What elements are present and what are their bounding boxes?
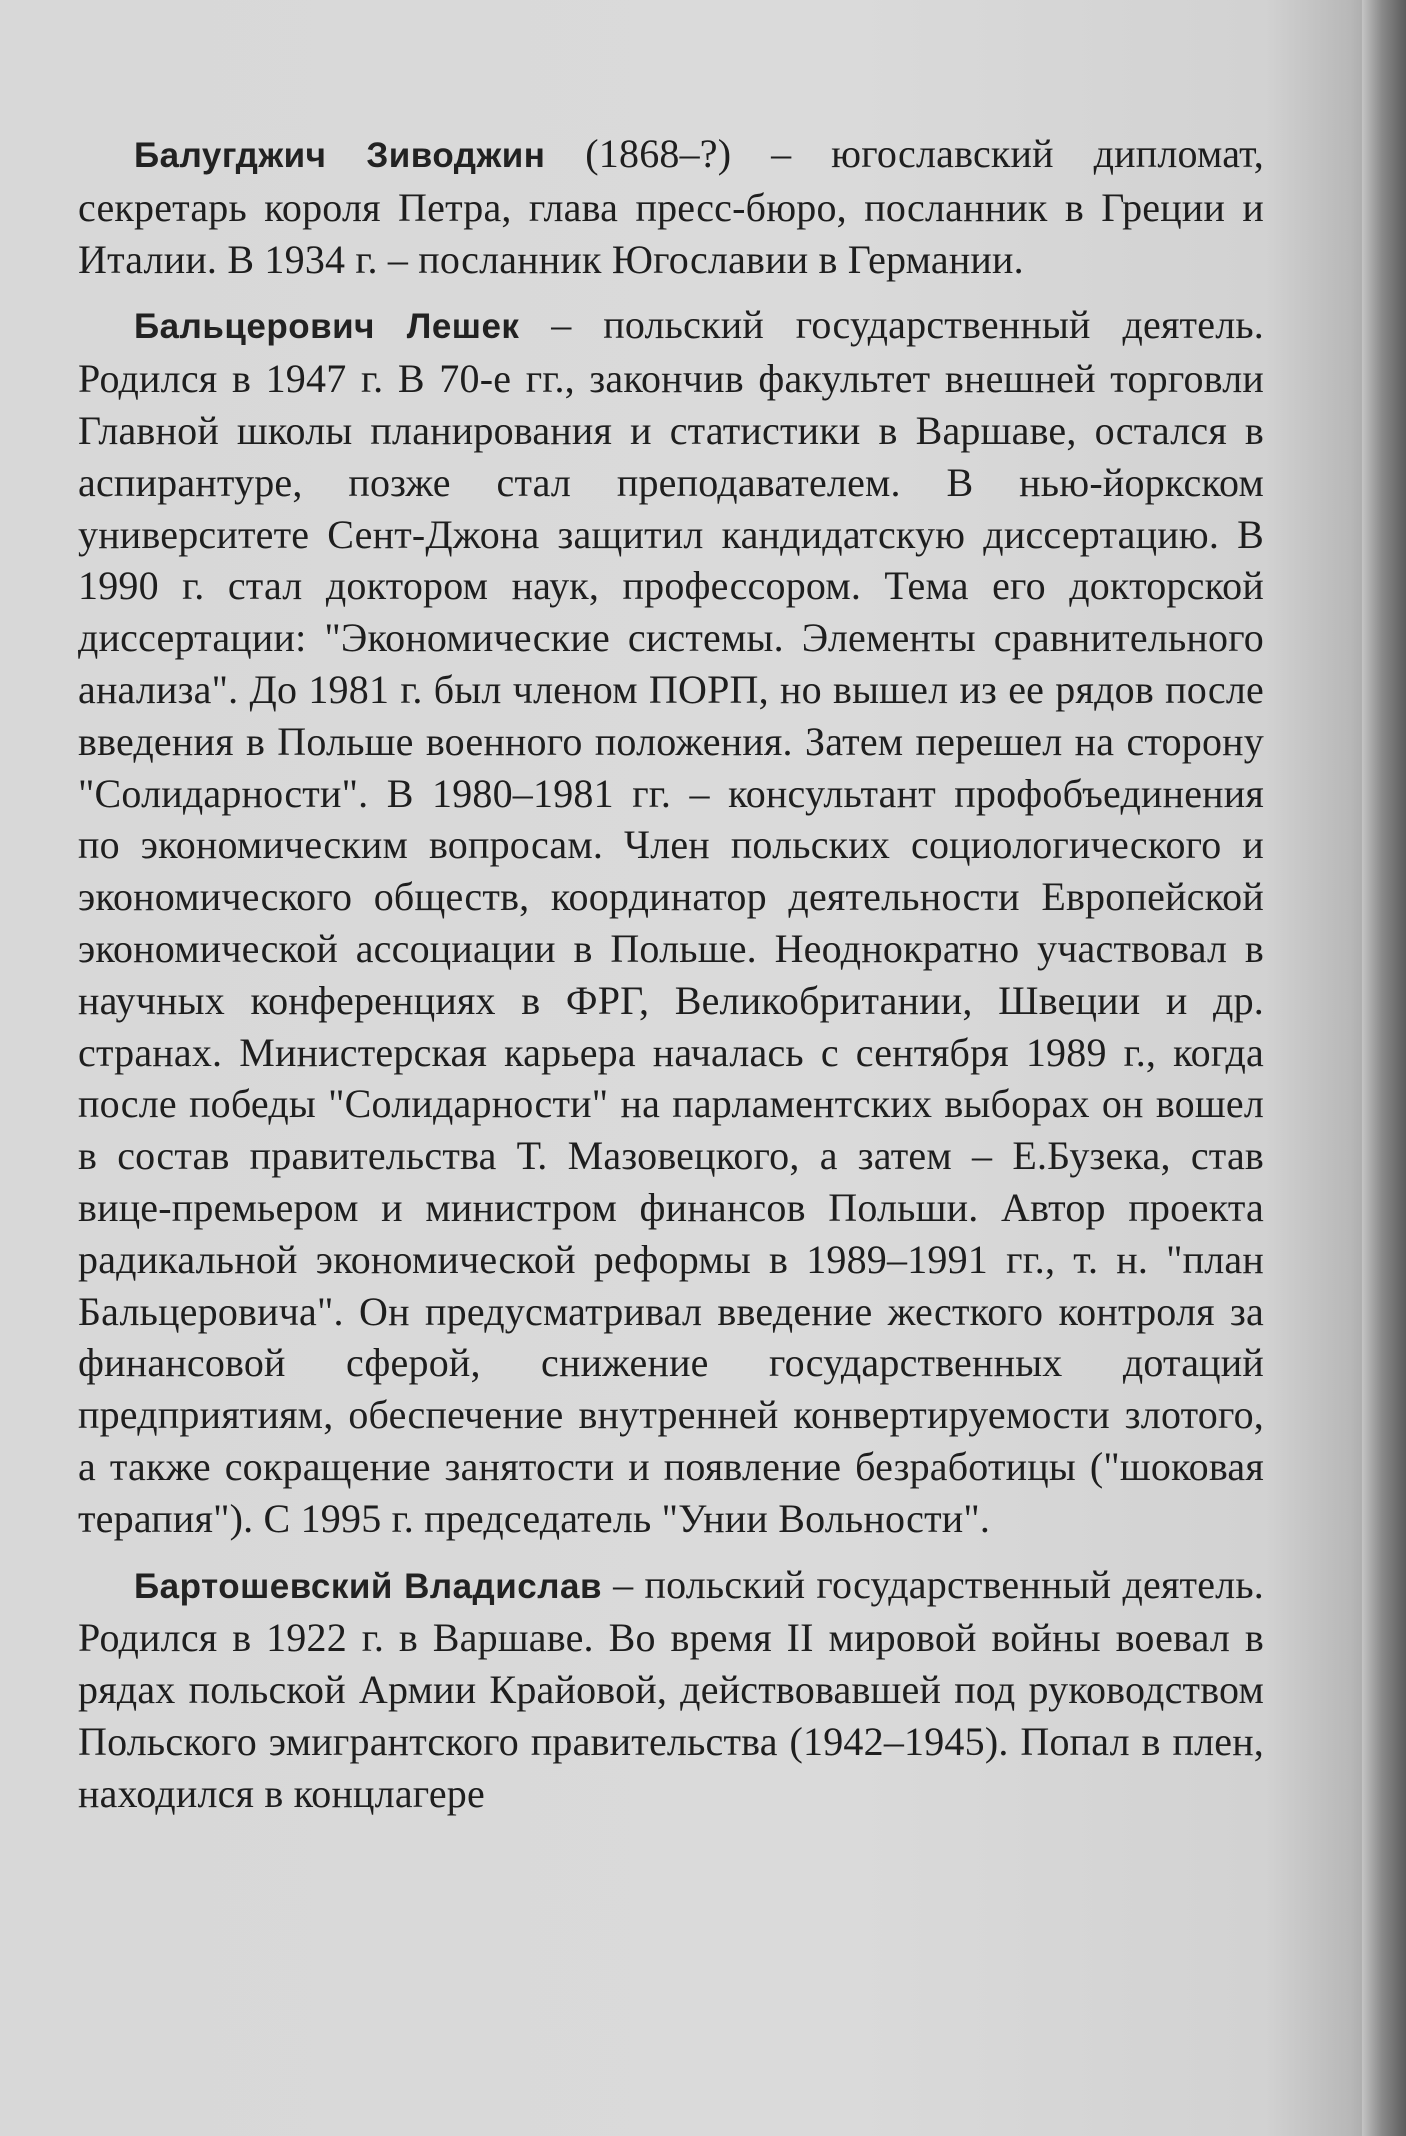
entry-name: Бальцерович Лешек [134, 307, 520, 347]
entry-name: Бартошевский Владислав [134, 1566, 602, 1606]
entry-baltserovich [78, 299, 1264, 1544]
entry-bartoshevsky [78, 1559, 1264, 1820]
entry-name: Балугджич Зиводжин [134, 136, 546, 175]
entry-text: – польский государственный деятель. Родился в 1947 г. В 70-е гг., закончив факультет внешней торговли Главной школы планирования и статистики в Варшаве, остался в аспирантуре, позже стал преподавателем. В нью-йоркском университете Сент-Джона защитил кандидатскую диссертацию. В 1990 г. стал доктором наук, профессором. Тема его докторской диссертации: "Экономические системы. Элементы сравнительного анализа". До 1981 г. был членом ПОРП, но вышел из ее рядов после введения в Польше военного положения. Затем перешел на сторону "Солидарности". В 1980–1981 гг. – консультант профобъединения по экономическим вопросам. Член польских социологического и экономического обществ, координатор деятельности Европейской экономической ассоциации в Польше. Неоднократно участвовал в научных конференциях в ФРГ, Великобритании, Швеции и др. странах. Министерская карьера началась с сентября 1989 г., когда после победы "Солидарности" на парламентских выборах он вошел в состав правительства Т. Мазовецкого, а затем – Е.Бузека, став вице-премьером и министром финансов Польши. Автор проекта радикальной экономической реформы в 1989–1991 гг., т. н. "план Бальцеровича". Он предусматривал введение жесткого контроля за финансовой сферой, снижение государственных дотаций предприятиям, обеспечение внутренней конвертируемости злотого, а также сокращение занятости и появление безработицы ("шоковая терапия"). С 1995 г. председатель "Унии Вольности". [78, 302, 1264, 1541]
text-column [78, 128, 1264, 1820]
entry-balugdzhich [78, 128, 1264, 285]
entry-text: (1868–?) – югославский дипломат, секретарь короля Петра, глава пресс-бюро, посланник в Греции и Италии. В 1934 г. – посланник Югославии в Германии. [78, 131, 1264, 282]
entry-text: – польский государственный деятель. Родился в 1922 г. в Варшаве. Во время II мировой войны воевал в рядах польской Армии Крайовой, действовавшей под руководством Польского эмигрантского правительства (1942–1945). Попал в плен, находился в концлагере [78, 1561, 1264, 1816]
book-spine-shadow [1362, 0, 1406, 2136]
